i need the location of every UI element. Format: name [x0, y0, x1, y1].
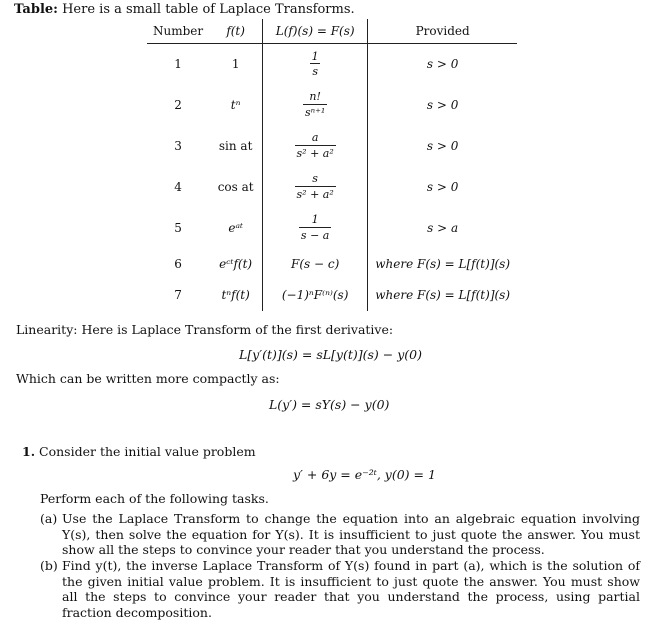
row-number: 2 [174, 98, 182, 112]
col-header-provided: Provided [368, 19, 518, 44]
row-cond: s > 0 [426, 98, 459, 112]
row-f: tⁿf(t) [209, 280, 263, 311]
frac-num: s [312, 172, 318, 186]
row-F [263, 44, 368, 85]
frac-den: s [312, 65, 318, 79]
row-number: 5 [174, 221, 182, 235]
frac-den: s − a [300, 229, 330, 242]
compact-equation: L(y′) = sY(s) − y(0) [269, 397, 390, 412]
row-number: 6 [174, 257, 182, 271]
linearity-equation: L[y′(t)](s) = sL[y(t)](s) − y(0) [239, 347, 422, 362]
row-cond: s > 0 [426, 139, 459, 153]
row-number: 4 [174, 180, 182, 194]
table-row [147, 85, 517, 126]
frac-num: 1 [311, 49, 319, 63]
frac-den: s² + a² [296, 147, 334, 160]
row-F [263, 85, 368, 126]
row-f: eᶜᵗf(t) [209, 249, 263, 280]
row-cond: s > 0 [426, 180, 459, 194]
row-number: 3 [174, 139, 182, 153]
problem-intro [22, 444, 256, 460]
frac-den: s² + a² [296, 188, 334, 201]
row-f: 1 [209, 44, 263, 85]
problem-intro-text: Consider the initial value problem [39, 444, 256, 459]
frac-num: n! [309, 90, 321, 104]
row-F [263, 208, 368, 249]
row-cond: s > 0 [426, 57, 459, 72]
tasks-intro: Perform each of the following tasks. [40, 491, 269, 506]
part-b [40, 558, 640, 620]
col-header-F: L(f)(s) = F(s) [263, 19, 368, 44]
row-cond: where F(s) = L[f(t)](s) [375, 257, 511, 271]
col-header-number: Number [147, 19, 209, 44]
caption-label: Table: [14, 2, 58, 17]
ode-equation: y′ + 6y = e⁻²ᵗ, y(0) = 1 [293, 467, 436, 482]
row-F: (−1)ⁿF⁽ⁿ⁾(s) [263, 280, 368, 311]
frac-num: a [311, 131, 319, 145]
linearity-text: Linearity: Here is Laplace Transform of the first derivative: [16, 322, 394, 337]
row-f: cos at [209, 167, 263, 208]
laplace-table [147, 19, 517, 311]
row-F: F(s − c) [263, 249, 368, 280]
table-row [147, 44, 517, 85]
row-f: sin at [209, 126, 263, 167]
row-number: 1 [174, 57, 182, 72]
table-row [147, 208, 517, 249]
part-b-label: (b) [40, 558, 58, 573]
row-f: eᵃᵗ [209, 208, 263, 249]
row-number: 7 [174, 288, 182, 302]
part-a-text: Use the Laplace Transform to change the equation into an algebraic equation involving Y(s), then solve the equation for Y(s). It is insufficient to just quote the answer. You must show all the steps to convince your reader that you understand the process. [62, 511, 640, 558]
table-row [147, 167, 517, 208]
part-a [40, 511, 640, 558]
table-row [147, 280, 517, 311]
part-a-label: (a) [40, 511, 58, 526]
part-b-text: Find y(t), the inverse Laplace Transform of Y(s) found in part (a), which is the solution of the given initial value problem. It is insufficient to just quote the answer. You must show all the steps to convince your reader that you understand the process, using partial fraction decomposition. [62, 558, 640, 620]
table-row [147, 249, 517, 280]
table-row [147, 126, 517, 167]
compact-text: Which can be written more compactly as: [16, 371, 280, 386]
row-f: tⁿ [209, 85, 263, 126]
problem-number: 1. [22, 444, 36, 459]
row-cond: s > a [427, 221, 459, 235]
caption-text: Here is a small table of Laplace Transforms. [62, 2, 355, 17]
row-cond: where F(s) = L[f(t)](s) [375, 288, 511, 302]
row-F [263, 126, 368, 167]
row-F [263, 167, 368, 208]
frac-den: sⁿ⁺¹ [304, 106, 326, 119]
frac-num: 1 [311, 213, 319, 227]
table-caption [14, 2, 355, 17]
col-header-f: f(t) [209, 19, 263, 44]
